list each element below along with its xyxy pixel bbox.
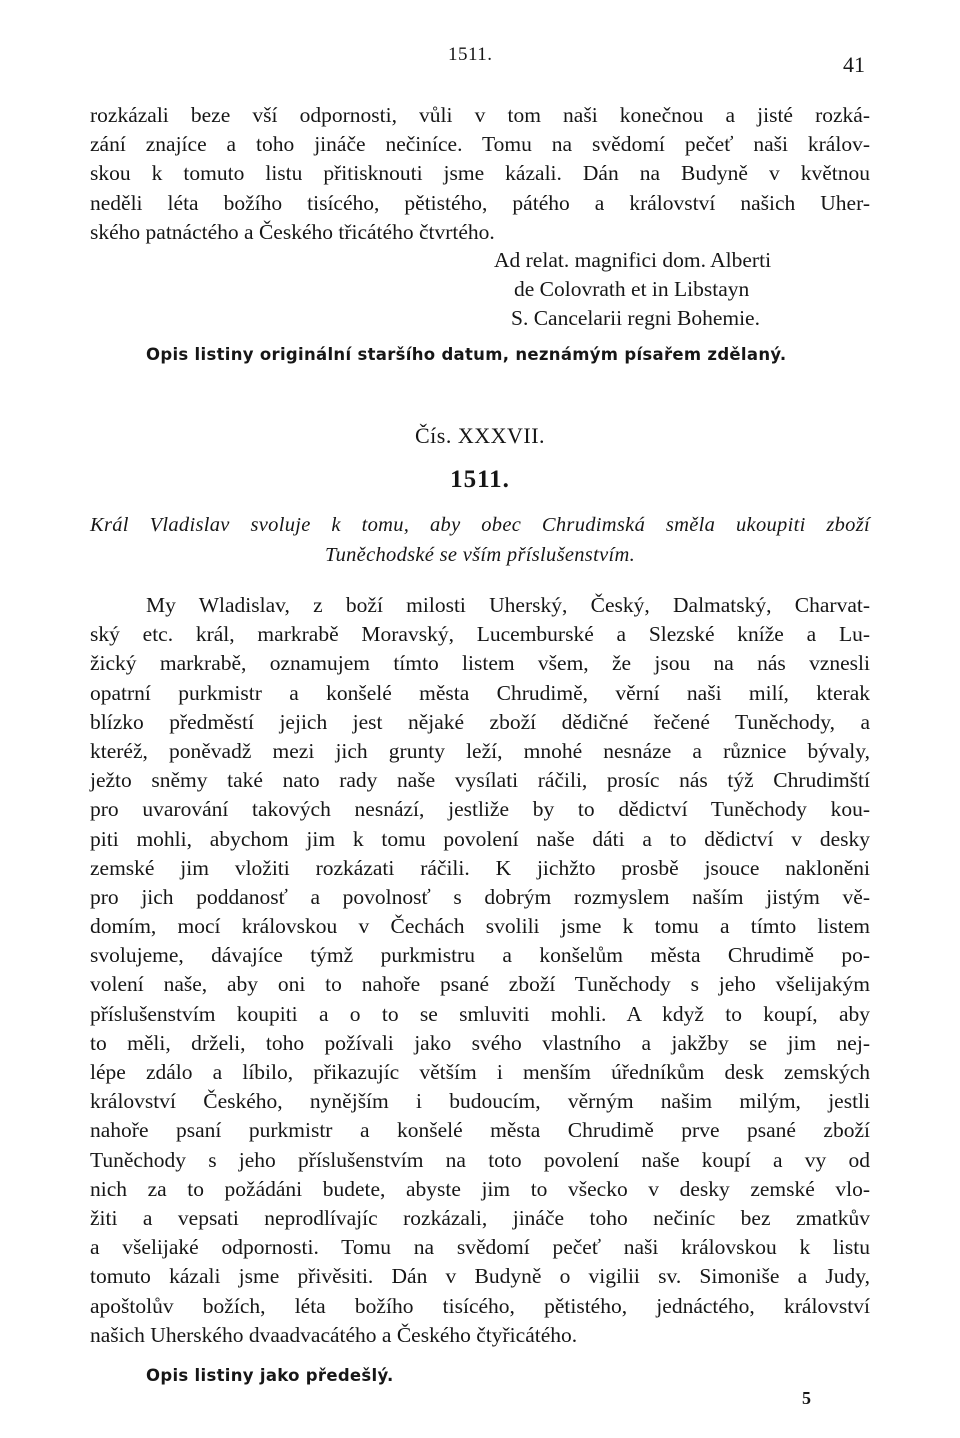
body-line: pro uvarování takových nesnází, jestliže by to dědictví Tuněchody kou-: [90, 797, 870, 822]
document-summary: [90, 510, 870, 570]
body-line: příslušenstvím koupiti a o to se smluviti mohli. A když to koupí, aby: [90, 1001, 870, 1026]
previous-document-text: [90, 101, 870, 247]
body-line: a všelijaké odpornosti. Tomu na svědomí pečeť naši královskou k listu: [90, 1235, 870, 1260]
source-note: Opis listiny jako předešlý.: [146, 1366, 394, 1385]
body-line: tomuto kázali jsme přivěsiti. Dán v Budyně o vigilii sv. Simoniše a Judy,: [90, 1264, 870, 1289]
running-head-year: 1511.: [448, 44, 493, 65]
body-line: piti mohli, abychom jim k tomu povolení naše dáti a to dědictví v desky: [90, 826, 870, 851]
text-line: rozkázali beze vší odpornosti, vůli v tom naši konečnou a jisté rozká-: [90, 103, 870, 127]
body-line: pro jich poddanosť a povolnosť s dobrým rozmyslem naším jistým vě-: [90, 884, 870, 909]
body-line: žiti a vepsati neprodlívajíc rozkázali, jináče toho nečiníc bez zmatkův: [90, 1205, 870, 1230]
text-line: ského patnáctého a Českého třicátého čtvrtého.: [90, 219, 495, 244]
body-line: ježto sněmy také nato rady naše vysílati ráčili, prosíc nás týž Chrudimští: [90, 768, 870, 793]
body-line: blízko předměstí jejich jest nějaké zboží dědičné řečené Tuněchody, a: [90, 709, 870, 734]
body-line: ský etc. král, markrabě Moravský, Lucemburské a Slezské kníže a Lu-: [90, 622, 870, 647]
body-line: lépe zdálo a líbilo, přikazujíc větším i menším úředníkům desk zemských: [90, 1060, 870, 1084]
body-line: našich Uherského dvaadvacátého a Českého čtyřicátého.: [90, 1322, 578, 1347]
page-number: 41: [843, 52, 865, 77]
signature-line: de Colovrath et in Libstayn: [514, 277, 750, 302]
chancery-signature: [494, 246, 771, 334]
body-line: My Wladislav, z boží milosti Uherský, Český, Dalmatský, Charvat-: [146, 593, 870, 617]
body-line: království Českého, nynějším i budoucím, věrným našim milým, jestli: [90, 1089, 870, 1114]
text-line: zání znajíce a toho jináče nečiníce. Tomu na svědomí pečeť naši králov-: [90, 132, 870, 157]
sheet-signature: 5: [802, 1388, 811, 1408]
summary-line: Tuněchodské se vším příslušenstvím.: [325, 544, 635, 566]
body-line: domím, mocí královskou v Čechách svolili jsme k tomu a tímto listem: [90, 914, 870, 939]
body-line: apoštolův božích, léta božího tisícého, pětistého, jednáctého, království: [90, 1293, 870, 1318]
text-line: skou k tomuto listu přitisknouti jsme kázali. Dán na Budyně v květnou: [90, 161, 870, 186]
text-line: neděli léta božího tisícého, pětistého, pátého a království našich Uher-: [90, 190, 870, 215]
document-number: Čís. XXXVII.: [414, 423, 546, 448]
body-line: kteréž, poněvadž mezi jich grunty leží, mnohé nesnáze a různice bývaly,: [90, 738, 870, 763]
body-line: volení naše, aby oni to nahoře psané zboží Tuněchody s jeho všelijakým: [90, 972, 870, 997]
source-note: Opis listiny originální staršího datum, neznámým písařem zdělaný.: [146, 345, 787, 364]
body-line: zemské jim vložiti rozkázati ráčili. K jichžto prosbě jsouce nakloněni: [90, 855, 870, 880]
body-line: žický markrabě, oznamujem tímto listem všem, že jsou na nás vznesli: [90, 651, 870, 676]
document-year: 1511.: [450, 466, 510, 493]
signature-line: S. Cancelarii regni Bohemie.: [511, 306, 760, 331]
signature-line: Ad relat. magnifici dom. Alberti: [494, 248, 772, 272]
body-line: svolujeme, dávajíce týmž purkmistru a konšelům města Chrudimě po-: [90, 943, 870, 968]
document-body: [90, 591, 870, 1350]
summary-line: Král Vladislav svoluje k tomu, aby obec Chrudimská směla ukoupiti zboží: [90, 514, 870, 536]
body-line: opatrní purkmistr a konšelé města Chrudimě, věrní naši milí, kterak: [90, 680, 870, 705]
body-line: to měli, drželi, toho požívali jako svého vlastního a jakžby se jim nej-: [90, 1030, 870, 1055]
body-line: nahoře psaní purkmistr a konšelé města Chrudimě prve psané zboží: [90, 1118, 870, 1143]
body-line: Tuněchody s jeho příslušenstvím na toto povolení naše koupí a vy od: [90, 1147, 870, 1172]
body-line: nich za to požádáni budete, abyste jim to všecko v desky zemské vlo-: [90, 1176, 870, 1201]
